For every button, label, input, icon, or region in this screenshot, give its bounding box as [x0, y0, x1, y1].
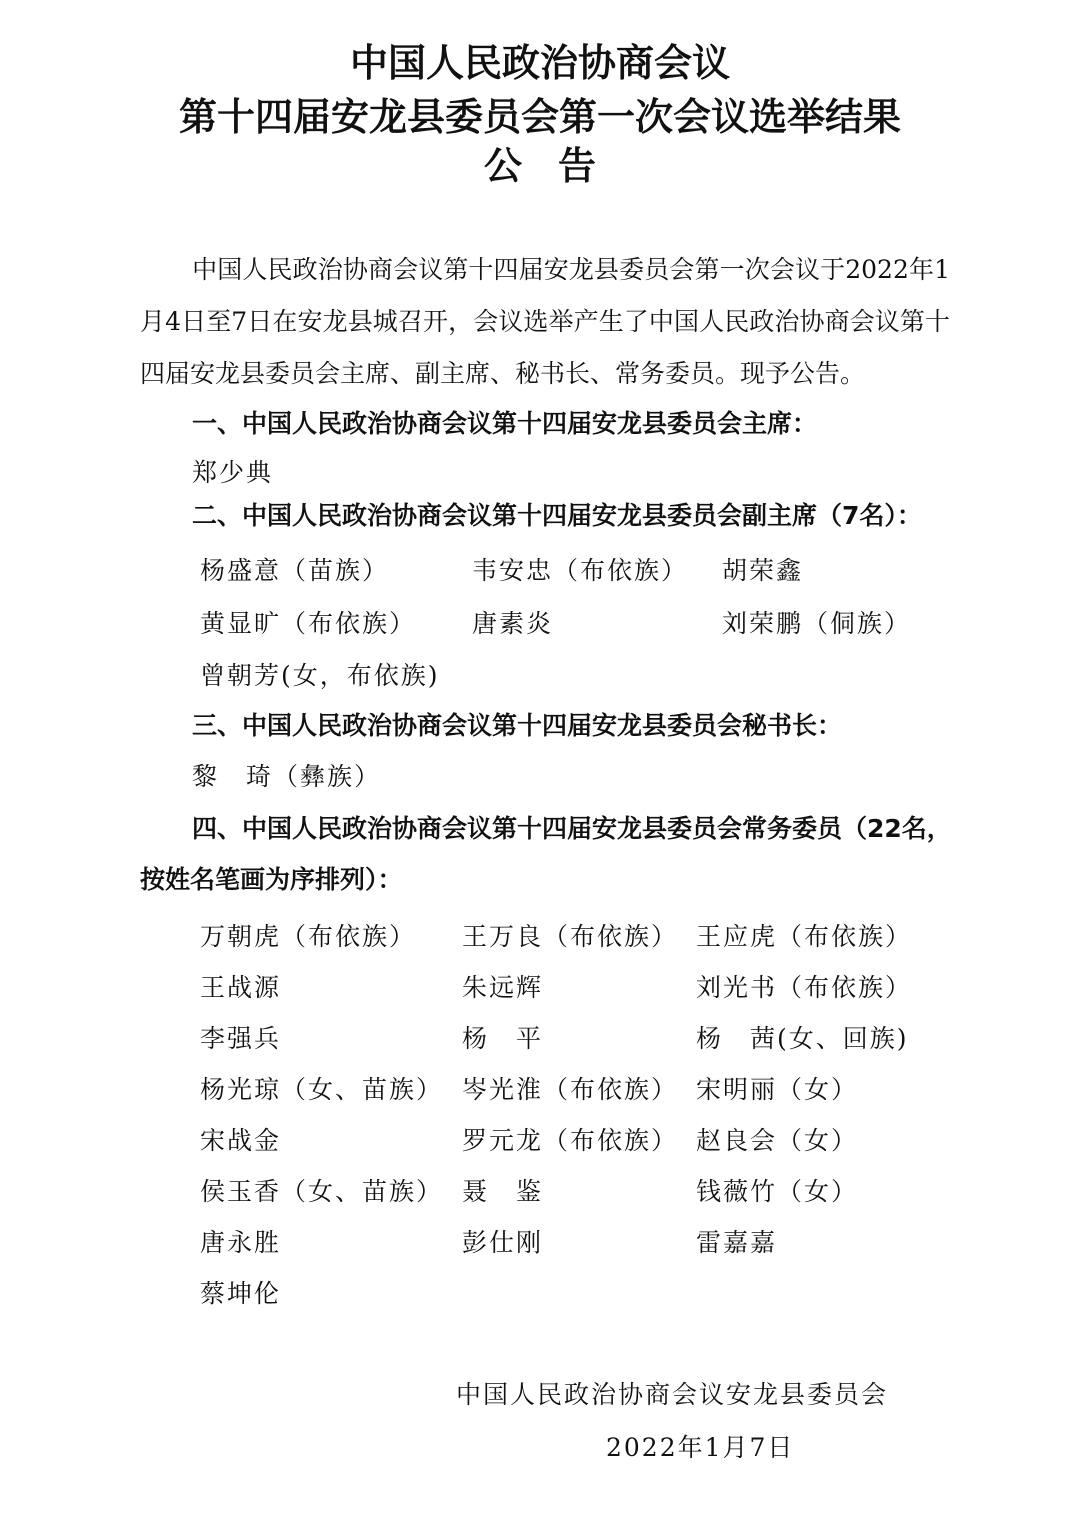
intro-paragraph — [140, 244, 950, 400]
standing-member-name: 岑光淮（布依族） — [462, 1075, 679, 1104]
standing-member-name: 王战源 — [200, 973, 282, 1002]
secretary-name: 黎 琦（彝族） — [192, 762, 382, 791]
vice-chair-name: 韦安忠（布依族） — [472, 556, 689, 585]
standing-member-name: 宋明丽（女） — [696, 1075, 859, 1104]
section-chair-heading: 一、中国人民政治协商会议第十四届安龙县委员会主席： — [192, 409, 818, 438]
standing-member-name: 李强兵 — [200, 1024, 282, 1053]
standing-member-name: 王万良（布依族） — [462, 922, 679, 951]
standing-member-name: 杨 平 — [462, 1024, 544, 1053]
document-title-line-3: 公告 — [483, 144, 632, 188]
section-secretary-heading: 三、中国人民政治协商会议第十四届安龙县委员会秘书长： — [192, 711, 843, 740]
intro-text: 中国人民政治协商会议第十四届安龙县委员会第一次会议于2022年1月4日至7日在安龙县城召开，会议选举产生了中国人民政治协商会议第十四届安龙县委员会主席、副主席、秘书长、常务委员。现予公告。 — [140, 255, 951, 388]
document-title-line-2: 第十四届安龙县委员会第一次会议选举结果 — [178, 95, 901, 139]
vice-chair-name: 黄显旷（布依族） — [200, 609, 417, 638]
signature-date: 2022年1月7日 — [606, 1433, 795, 1462]
standing-member-name: 钱薇竹（女） — [696, 1177, 859, 1206]
vice-chair-name: 刘荣鹏（侗族） — [722, 609, 912, 638]
document-title-line-1: 中国人民政治协商会议 — [349, 41, 730, 85]
standing-member-name: 万朝虎（布依族） — [200, 922, 417, 951]
vice-chair-name: 杨盛意（苗族） — [200, 556, 390, 585]
standing-member-name: 杨 茜(女、回族) — [696, 1024, 909, 1053]
chair-name: 郑少典 — [192, 458, 274, 487]
section-standing-heading-line-2: 按姓名笔画为序排列）： — [140, 865, 403, 894]
vice-chair-name: 曾朝芳(女，布依族) — [200, 661, 440, 690]
section-vice-chairs-heading: 二、中国人民政治协商会议第十四届安龙县委员会副主席（7名）： — [192, 501, 922, 530]
standing-member-name: 赵良会（女） — [696, 1126, 859, 1155]
standing-member-name: 聂 鉴 — [462, 1177, 544, 1206]
vice-chair-name: 唐素炎 — [472, 609, 554, 638]
standing-member-name: 刘光书（布依族） — [696, 973, 913, 1002]
standing-member-name: 朱远辉 — [462, 973, 544, 1002]
standing-member-name: 王应虎（布依族） — [696, 922, 913, 951]
vice-chair-name: 胡荣鑫 — [722, 556, 804, 585]
signature-organization: 中国人民政治协商会议安龙县委员会 — [456, 1380, 889, 1409]
standing-member-name: 唐永胜 — [200, 1228, 282, 1257]
standing-member-name: 宋战金 — [200, 1126, 282, 1155]
standing-member-name: 雷嘉嘉 — [696, 1228, 778, 1257]
standing-member-name: 杨光琼（女、苗族） — [200, 1075, 444, 1104]
section-standing-heading-line-1: 四、中国人民政治协商会议第十四届安龙县委员会常务委员（22名， — [192, 814, 952, 843]
standing-member-name: 蔡坤伦 — [200, 1279, 282, 1308]
standing-member-name: 彭仕刚 — [462, 1228, 544, 1257]
standing-member-name: 侯玉香（女、苗族） — [200, 1177, 444, 1206]
standing-member-name: 罗元龙（布依族） — [462, 1126, 679, 1155]
